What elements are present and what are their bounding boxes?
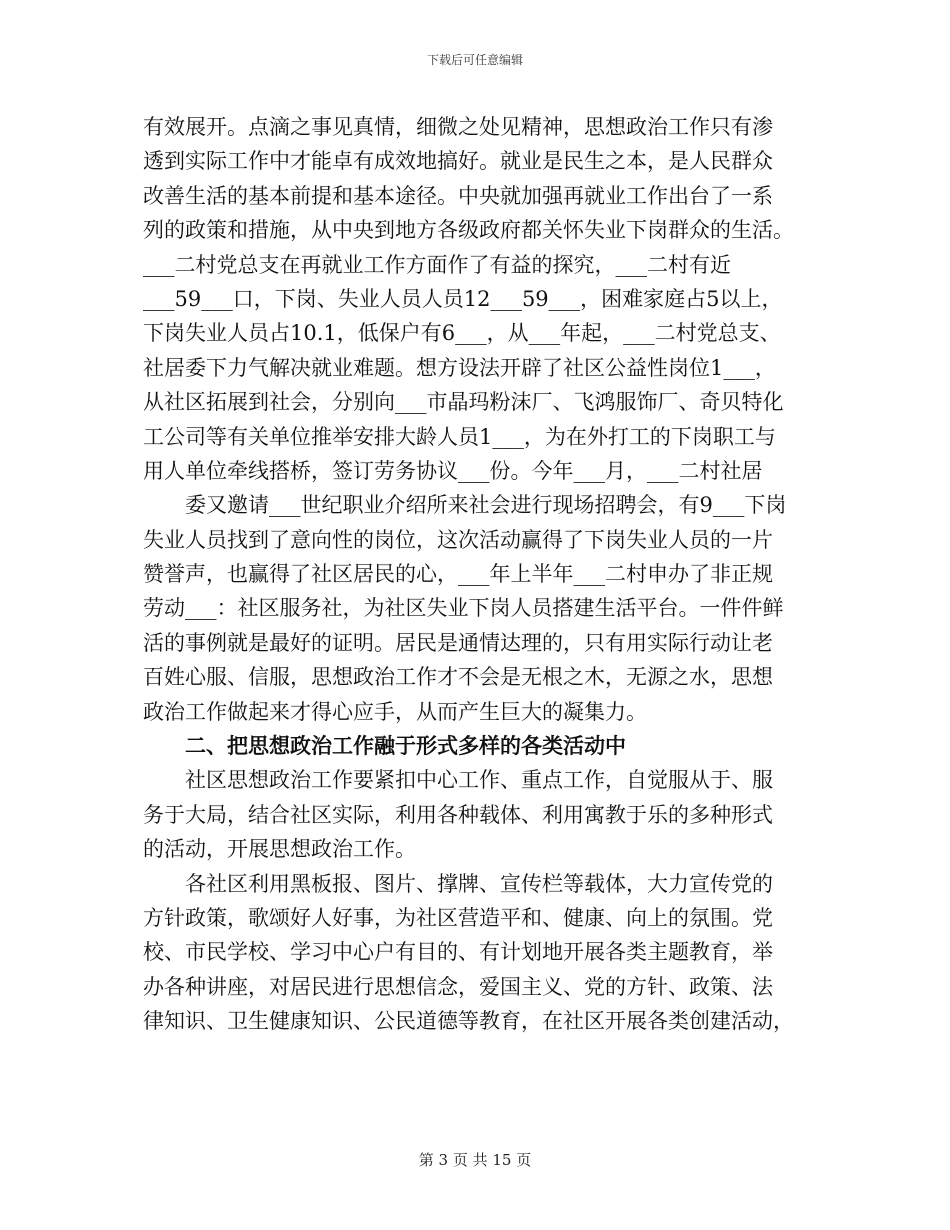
body-line: 活的事例就是最好的证明。居民是通情达理的，只有用实际行动让老 — [143, 630, 773, 655]
body-line: 办各种讲座，对居民进行思想信念，爱国主义、党的方针、政策、法 — [143, 974, 773, 999]
body-line: 劳动___：社区服务社，为社区失业下岗人员搭建生活平台。一件件鲜 — [143, 596, 784, 621]
body-line: 律知识、卫生健康知识、公民道德等教育，在社区开展各类创建活动， — [143, 1009, 794, 1034]
body-line: 百姓心服、信服，思想政治工作才不会是无根之木，无源之水，思想 — [143, 665, 773, 690]
body-line: 列的政策和措施，从中央到地方各级政府都关怀失业下岗群众的生活。 — [143, 218, 794, 243]
body-line: 政治工作做起来才得心应手，从而产生巨大的凝集力。 — [143, 699, 647, 724]
body-line: ___二村党总支在再就业工作方面作了有益的探究，___二村有近 — [143, 252, 731, 277]
body-line: 从社区拓展到社会，分别向___市晶玛粉沫厂、飞鸿服饰厂、奇贝特化 — [143, 390, 784, 415]
section-heading: 二、把思想政治工作融于形式多样的各类活动中 — [185, 733, 626, 759]
page-header: 下载后可任意编辑 — [426, 53, 523, 67]
body-line: 失业人员找到了意向性的岗位，这次活动赢得了下岗失业人员的一片 — [143, 527, 773, 552]
body-line: 赞誉声，也赢得了社区居民的心，___年上半年___二村申办了非正规 — [143, 562, 773, 587]
body-line: 委又邀请___世纪职业介绍所来社会进行现场招聘会，有9___下岗 — [185, 493, 787, 518]
body-line: 改善生活的基本前提和基本途径。中央就加强再就业工作出台了一系 — [143, 183, 773, 208]
body-line: 校、市民学校、学习中心户有目的、有计划地开展各类主题教育，举 — [143, 940, 773, 965]
body-line: 工公司等有关单位推举安排大龄人员1___，为在外打工的下岗职工与 — [143, 424, 776, 449]
body-line: 有效展开。点滴之事见真情，细微之处见精神，思想政治工作只有渗 — [143, 115, 773, 139]
body-line: 用人单位牵线搭桥，签订劳务协议___份。今年___月，___二村社居 — [143, 458, 763, 483]
body-line: 透到实际工作中才能卓有成效地搞好。就业是民生之本，是人民群众 — [143, 149, 773, 174]
body-line: 各社区利用黑板报、图片、撑牌、宣传栏等载体，大力宣传党的 — [185, 871, 773, 896]
body-line: 社居委下力气解决就业难题。想方设法开辟了社区公益性岗位1___， — [143, 355, 776, 380]
body-line: 方针政策，歌颂好人好事，为社区营造平和、健康、向上的氛围。党 — [143, 905, 773, 930]
body-line: 的活动，开展思想政治工作。 — [143, 837, 416, 862]
body-line: ___59___口，下岗、失业人员人员12___59___，困难家庭占5以上， — [143, 286, 783, 311]
body-line: 社区思想政治工作要紧扣中心工作、重点工作，自觉服从于、服 — [185, 768, 773, 793]
body-line: 下岗失业人员占10.1，低保户有6___，从___年起，___二村党总支、 — [143, 321, 781, 346]
body-line: 务于大局，结合社区实际，利用各种载体、利用寓教于乐的多种形式 — [143, 802, 773, 827]
document-body — [143, 110, 813, 1039]
page-footer: 第 3 页 共 15 页 — [418, 1151, 532, 1169]
